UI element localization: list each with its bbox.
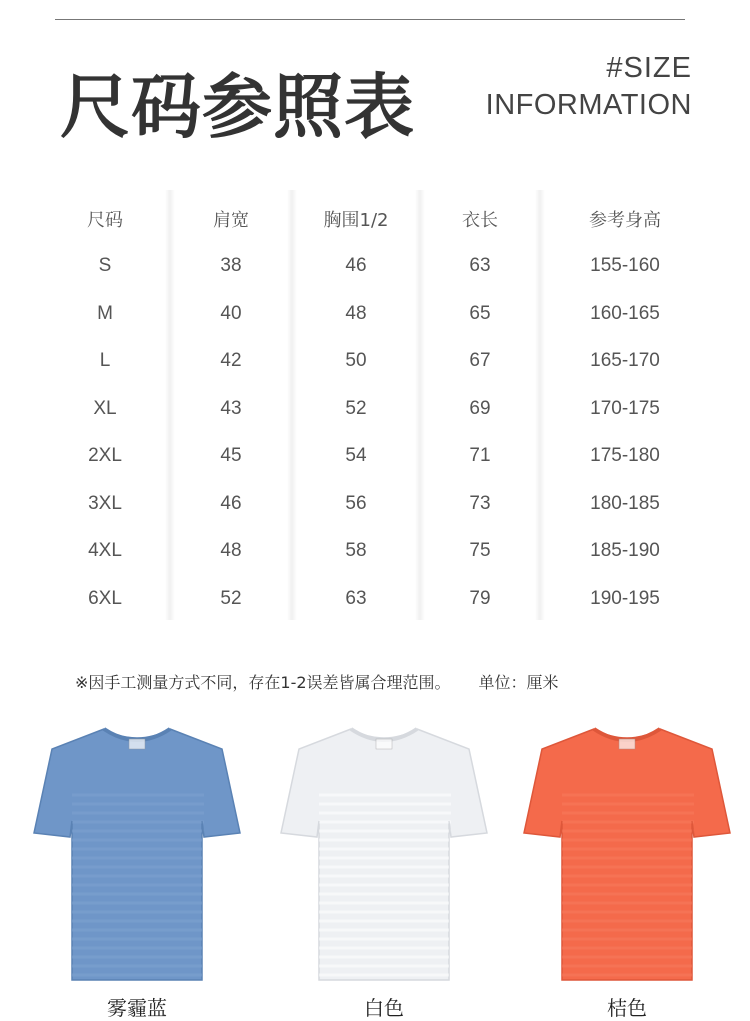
cell-height: 180-185 bbox=[590, 492, 660, 514]
cell-chest: 52 bbox=[345, 397, 367, 419]
cell-length: 65 bbox=[469, 302, 491, 324]
cell-chest: 58 bbox=[345, 540, 367, 562]
cell-size: M bbox=[97, 302, 113, 324]
cell-height: 155-160 bbox=[590, 255, 660, 277]
table-row bbox=[40, 433, 710, 481]
table-row bbox=[40, 338, 710, 386]
cell-height: 185-190 bbox=[590, 540, 660, 562]
note-text: ※因手工测量方式不同，存在1-2误差皆属合理范围。 bbox=[75, 673, 451, 692]
cell-shoulder: 38 bbox=[220, 255, 242, 277]
color-label: 桔色 bbox=[607, 996, 647, 1020]
cell-height: 160-165 bbox=[590, 302, 660, 324]
cell-chest: 46 bbox=[345, 255, 367, 277]
header-height: 参考身高 bbox=[589, 209, 661, 231]
header-shoulder: 肩宽 bbox=[213, 209, 249, 231]
cell-chest: 63 bbox=[345, 587, 367, 609]
cell-shoulder: 43 bbox=[220, 397, 242, 419]
color-label: 白色 bbox=[364, 996, 404, 1020]
cell-length: 73 bbox=[469, 492, 491, 514]
cell-shoulder: 46 bbox=[220, 492, 242, 514]
shirt-white bbox=[279, 725, 489, 983]
table-row bbox=[40, 480, 710, 528]
page-title: 尺码参照表 bbox=[60, 66, 415, 148]
cell-length: 79 bbox=[469, 587, 491, 609]
cell-size: 4XL bbox=[88, 540, 122, 562]
top-divider bbox=[55, 19, 685, 20]
measurement-note bbox=[75, 670, 559, 693]
cell-size: XL bbox=[93, 397, 117, 419]
subtitle-line-2: INFORMATION bbox=[485, 89, 692, 121]
cell-size: 3XL bbox=[88, 492, 122, 514]
color-label: 雾霾蓝 bbox=[107, 996, 167, 1020]
size-table bbox=[40, 190, 710, 620]
shirt-orange bbox=[522, 725, 732, 983]
table-row bbox=[40, 290, 710, 338]
cell-shoulder: 40 bbox=[220, 302, 242, 324]
header-length: 衣长 bbox=[462, 209, 498, 231]
cell-height: 175-180 bbox=[590, 445, 660, 467]
cell-size: S bbox=[98, 255, 112, 277]
cell-chest: 56 bbox=[345, 492, 367, 514]
cell-chest: 50 bbox=[345, 350, 367, 372]
cell-size: 6XL bbox=[88, 587, 122, 609]
cell-size: L bbox=[99, 350, 111, 372]
cell-length: 75 bbox=[469, 540, 491, 562]
table-row bbox=[40, 528, 710, 576]
cell-length: 71 bbox=[469, 445, 491, 467]
cell-shoulder: 42 bbox=[220, 350, 242, 372]
cell-length: 69 bbox=[469, 397, 491, 419]
table-row bbox=[40, 575, 710, 623]
header-chest: 胸围1/2 bbox=[323, 209, 389, 231]
cell-height: 165-170 bbox=[590, 350, 660, 372]
cell-height: 170-175 bbox=[590, 397, 660, 419]
shirt-blue bbox=[32, 725, 242, 983]
table-row bbox=[40, 385, 710, 433]
cell-size: 2XL bbox=[88, 445, 122, 467]
cell-length: 63 bbox=[469, 255, 491, 277]
table-row bbox=[40, 243, 710, 291]
cell-length: 67 bbox=[469, 350, 491, 372]
cell-chest: 48 bbox=[345, 302, 367, 324]
header-size: 尺码 bbox=[87, 209, 123, 231]
cell-height: 190-195 bbox=[590, 587, 660, 609]
subtitle-line-1: #SIZE bbox=[606, 52, 692, 84]
page-subtitle bbox=[486, 52, 692, 122]
cell-shoulder: 48 bbox=[220, 540, 242, 562]
cell-shoulder: 52 bbox=[220, 587, 242, 609]
table-header-row bbox=[40, 195, 710, 243]
unit-text: 单位：厘米 bbox=[478, 673, 559, 692]
cell-shoulder: 45 bbox=[220, 445, 242, 467]
cell-chest: 54 bbox=[345, 445, 367, 467]
